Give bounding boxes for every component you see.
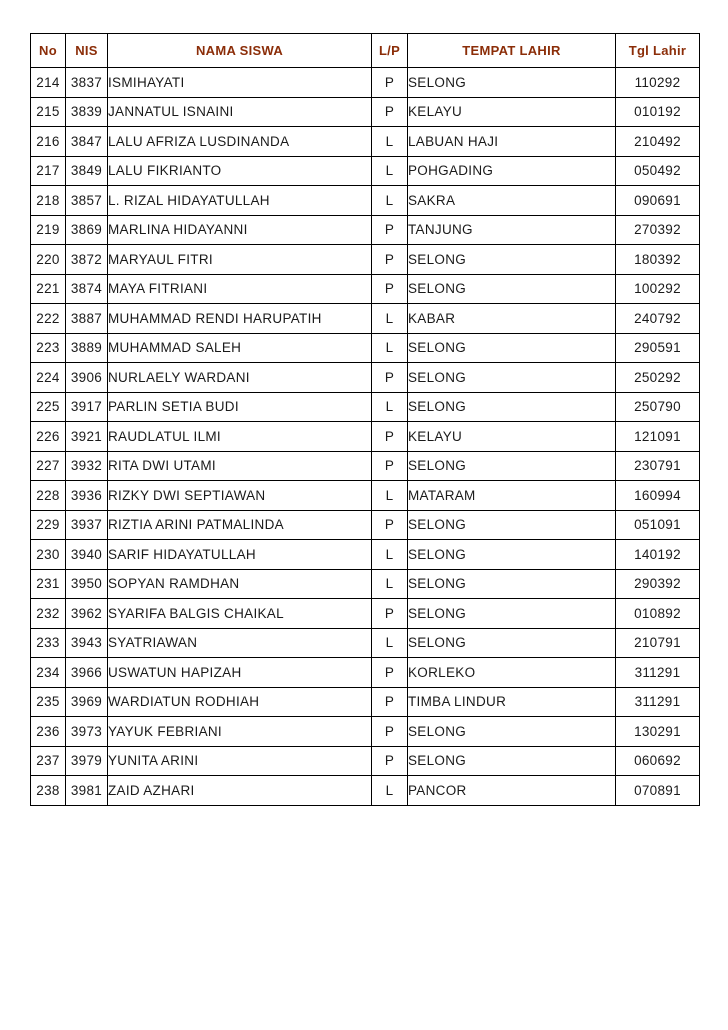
cell-birthplace: SAKRA xyxy=(408,186,616,216)
cell-gender: P xyxy=(372,97,408,127)
cell-gender: P xyxy=(372,363,408,393)
cell-birthplace: SELONG xyxy=(408,392,616,422)
cell-gender: P xyxy=(372,68,408,98)
cell-nis: 3847 xyxy=(66,127,108,157)
cell-birthplace: SELONG xyxy=(408,510,616,540)
cell-birthdate: 250292 xyxy=(616,363,700,393)
cell-birthdate: 010192 xyxy=(616,97,700,127)
table-row xyxy=(31,658,700,688)
cell-gender: P xyxy=(372,422,408,452)
cell-gender: L xyxy=(372,186,408,216)
cell-nis: 3917 xyxy=(66,392,108,422)
cell-birthdate: 250790 xyxy=(616,392,700,422)
cell-gender: P xyxy=(372,717,408,747)
table-body xyxy=(31,68,700,806)
cell-no: 226 xyxy=(31,422,66,452)
cell-name: SYARIFA BALGIS CHAIKAL xyxy=(108,599,372,629)
cell-gender: P xyxy=(372,746,408,776)
cell-birthdate: 130291 xyxy=(616,717,700,747)
cell-name: SOPYAN RAMDHAN xyxy=(108,569,372,599)
cell-name: ZAID AZHARI xyxy=(108,776,372,806)
cell-gender: P xyxy=(372,599,408,629)
cell-gender: L xyxy=(372,127,408,157)
cell-no: 216 xyxy=(31,127,66,157)
table-row xyxy=(31,628,700,658)
cell-nis: 3950 xyxy=(66,569,108,599)
table-row xyxy=(31,451,700,481)
cell-birthplace: KELAYU xyxy=(408,97,616,127)
cell-birthplace: TANJUNG xyxy=(408,215,616,245)
cell-name: SYATRIAWAN xyxy=(108,628,372,658)
cell-gender: P xyxy=(372,658,408,688)
cell-birthplace: SELONG xyxy=(408,599,616,629)
cell-name: NURLAELY WARDANI xyxy=(108,363,372,393)
cell-gender: L xyxy=(372,156,408,186)
cell-birthplace: SELONG xyxy=(408,569,616,599)
cell-birthdate: 050492 xyxy=(616,156,700,186)
cell-birthdate: 311291 xyxy=(616,658,700,688)
table-row xyxy=(31,746,700,776)
cell-name: RIZTIA ARINI PATMALINDA xyxy=(108,510,372,540)
cell-no: 234 xyxy=(31,658,66,688)
cell-birthdate: 160994 xyxy=(616,481,700,511)
cell-nis: 3969 xyxy=(66,687,108,717)
cell-birthdate: 051091 xyxy=(616,510,700,540)
cell-name: RIZKY DWI SEPTIAWAN xyxy=(108,481,372,511)
cell-nis: 3874 xyxy=(66,274,108,304)
student-table xyxy=(30,33,700,806)
cell-gender: L xyxy=(372,569,408,599)
cell-nis: 3839 xyxy=(66,97,108,127)
cell-nis: 3962 xyxy=(66,599,108,629)
col-header-nis: NIS xyxy=(66,34,108,68)
cell-gender: P xyxy=(372,215,408,245)
cell-birthdate: 140192 xyxy=(616,540,700,570)
cell-no: 219 xyxy=(31,215,66,245)
cell-birthplace: SELONG xyxy=(408,540,616,570)
cell-nis: 3837 xyxy=(66,68,108,98)
cell-gender: L xyxy=(372,628,408,658)
cell-birthplace: SELONG xyxy=(408,274,616,304)
cell-no: 218 xyxy=(31,186,66,216)
table-row xyxy=(31,333,700,363)
cell-no: 228 xyxy=(31,481,66,511)
cell-name: RITA DWI UTAMI xyxy=(108,451,372,481)
cell-no: 237 xyxy=(31,746,66,776)
cell-birthplace: SELONG xyxy=(408,628,616,658)
table-row xyxy=(31,186,700,216)
cell-gender: L xyxy=(372,392,408,422)
cell-no: 232 xyxy=(31,599,66,629)
col-header-birthdate: Tgl Lahir xyxy=(616,34,700,68)
table-row xyxy=(31,304,700,334)
cell-nis: 3869 xyxy=(66,215,108,245)
cell-nis: 3906 xyxy=(66,363,108,393)
cell-birthplace: TIMBA LINDUR xyxy=(408,687,616,717)
cell-no: 229 xyxy=(31,510,66,540)
cell-no: 231 xyxy=(31,569,66,599)
cell-no: 222 xyxy=(31,304,66,334)
cell-birthdate: 311291 xyxy=(616,687,700,717)
cell-gender: L xyxy=(372,481,408,511)
cell-name: LALU AFRIZA LUSDINANDA xyxy=(108,127,372,157)
cell-no: 220 xyxy=(31,245,66,275)
cell-name: YAYUK FEBRIANI xyxy=(108,717,372,747)
cell-gender: L xyxy=(372,333,408,363)
cell-nis: 3936 xyxy=(66,481,108,511)
table-row xyxy=(31,68,700,98)
cell-name: LALU FIKRIANTO xyxy=(108,156,372,186)
col-header-gender: L/P xyxy=(372,34,408,68)
cell-birthplace: KABAR xyxy=(408,304,616,334)
col-header-no: No xyxy=(31,34,66,68)
col-header-birthplace: TEMPAT LAHIR xyxy=(408,34,616,68)
cell-no: 225 xyxy=(31,392,66,422)
cell-gender: P xyxy=(372,687,408,717)
cell-gender: P xyxy=(372,451,408,481)
cell-gender: L xyxy=(372,304,408,334)
header-row xyxy=(31,34,700,68)
cell-birthdate: 060692 xyxy=(616,746,700,776)
cell-name: ISMIHAYATI xyxy=(108,68,372,98)
cell-birthplace: SELONG xyxy=(408,68,616,98)
cell-birthplace: LABUAN HAJI xyxy=(408,127,616,157)
table-row xyxy=(31,156,700,186)
cell-birthdate: 270392 xyxy=(616,215,700,245)
cell-birthdate: 100292 xyxy=(616,274,700,304)
cell-name: SARIF HIDAYATULLAH xyxy=(108,540,372,570)
cell-nis: 3979 xyxy=(66,746,108,776)
cell-no: 235 xyxy=(31,687,66,717)
table-row xyxy=(31,481,700,511)
cell-birthdate: 090691 xyxy=(616,186,700,216)
table-row xyxy=(31,274,700,304)
cell-name: RAUDLATUL ILMI xyxy=(108,422,372,452)
cell-birthplace: SELONG xyxy=(408,717,616,747)
table-row xyxy=(31,422,700,452)
cell-nis: 3887 xyxy=(66,304,108,334)
cell-nis: 3872 xyxy=(66,245,108,275)
cell-nis: 3937 xyxy=(66,510,108,540)
table-row xyxy=(31,127,700,157)
cell-nis: 3849 xyxy=(66,156,108,186)
table-row xyxy=(31,687,700,717)
cell-nis: 3857 xyxy=(66,186,108,216)
cell-birthdate: 240792 xyxy=(616,304,700,334)
cell-gender: P xyxy=(372,274,408,304)
cell-no: 221 xyxy=(31,274,66,304)
cell-birthdate: 010892 xyxy=(616,599,700,629)
col-header-name: NAMA SISWA xyxy=(108,34,372,68)
cell-name: JANNATUL ISNAINI xyxy=(108,97,372,127)
cell-birthdate: 290392 xyxy=(616,569,700,599)
cell-nis: 3973 xyxy=(66,717,108,747)
table-row xyxy=(31,776,700,806)
cell-gender: L xyxy=(372,540,408,570)
cell-name: L. RIZAL HIDAYATULLAH xyxy=(108,186,372,216)
cell-birthplace: SELONG xyxy=(408,451,616,481)
cell-no: 238 xyxy=(31,776,66,806)
cell-birthplace: MATARAM xyxy=(408,481,616,511)
cell-birthdate: 110292 xyxy=(616,68,700,98)
cell-birthdate: 121091 xyxy=(616,422,700,452)
cell-nis: 3981 xyxy=(66,776,108,806)
cell-birthplace: SELONG xyxy=(408,245,616,275)
cell-name: MAYA FITRIANI xyxy=(108,274,372,304)
cell-birthdate: 210791 xyxy=(616,628,700,658)
table-header xyxy=(31,34,700,68)
cell-name: WARDIATUN RODHIAH xyxy=(108,687,372,717)
cell-birthplace: POHGADING xyxy=(408,156,616,186)
cell-birthplace: SELONG xyxy=(408,333,616,363)
cell-gender: P xyxy=(372,510,408,540)
cell-no: 236 xyxy=(31,717,66,747)
cell-nis: 3889 xyxy=(66,333,108,363)
table-row xyxy=(31,363,700,393)
cell-nis: 3921 xyxy=(66,422,108,452)
cell-name: YUNITA ARINI xyxy=(108,746,372,776)
table-row xyxy=(31,569,700,599)
cell-name: MUHAMMAD RENDI HARUPATIH xyxy=(108,304,372,334)
table-row xyxy=(31,245,700,275)
cell-birthdate: 180392 xyxy=(616,245,700,275)
cell-birthplace: SELONG xyxy=(408,746,616,776)
table-row xyxy=(31,215,700,245)
cell-birthdate: 070891 xyxy=(616,776,700,806)
cell-no: 215 xyxy=(31,97,66,127)
cell-birthplace: SELONG xyxy=(408,363,616,393)
cell-nis: 3940 xyxy=(66,540,108,570)
cell-birthdate: 290591 xyxy=(616,333,700,363)
cell-no: 233 xyxy=(31,628,66,658)
cell-name: USWATUN HAPIZAH xyxy=(108,658,372,688)
cell-no: 217 xyxy=(31,156,66,186)
cell-birthplace: PANCOR xyxy=(408,776,616,806)
table-row xyxy=(31,97,700,127)
cell-birthdate: 230791 xyxy=(616,451,700,481)
cell-birthplace: KELAYU xyxy=(408,422,616,452)
table-row xyxy=(31,392,700,422)
cell-name: MUHAMMAD SALEH xyxy=(108,333,372,363)
cell-no: 214 xyxy=(31,68,66,98)
cell-no: 223 xyxy=(31,333,66,363)
cell-no: 227 xyxy=(31,451,66,481)
cell-name: PARLIN SETIA BUDI xyxy=(108,392,372,422)
cell-no: 224 xyxy=(31,363,66,393)
cell-name: MARYAUL FITRI xyxy=(108,245,372,275)
cell-nis: 3932 xyxy=(66,451,108,481)
cell-nis: 3943 xyxy=(66,628,108,658)
cell-name: MARLINA HIDAYANNI xyxy=(108,215,372,245)
table-row xyxy=(31,599,700,629)
table-row xyxy=(31,717,700,747)
cell-birthplace: KORLEKO xyxy=(408,658,616,688)
cell-nis: 3966 xyxy=(66,658,108,688)
cell-birthdate: 210492 xyxy=(616,127,700,157)
table-row xyxy=(31,510,700,540)
table-row xyxy=(31,540,700,570)
cell-gender: L xyxy=(372,776,408,806)
cell-no: 230 xyxy=(31,540,66,570)
cell-gender: P xyxy=(372,245,408,275)
